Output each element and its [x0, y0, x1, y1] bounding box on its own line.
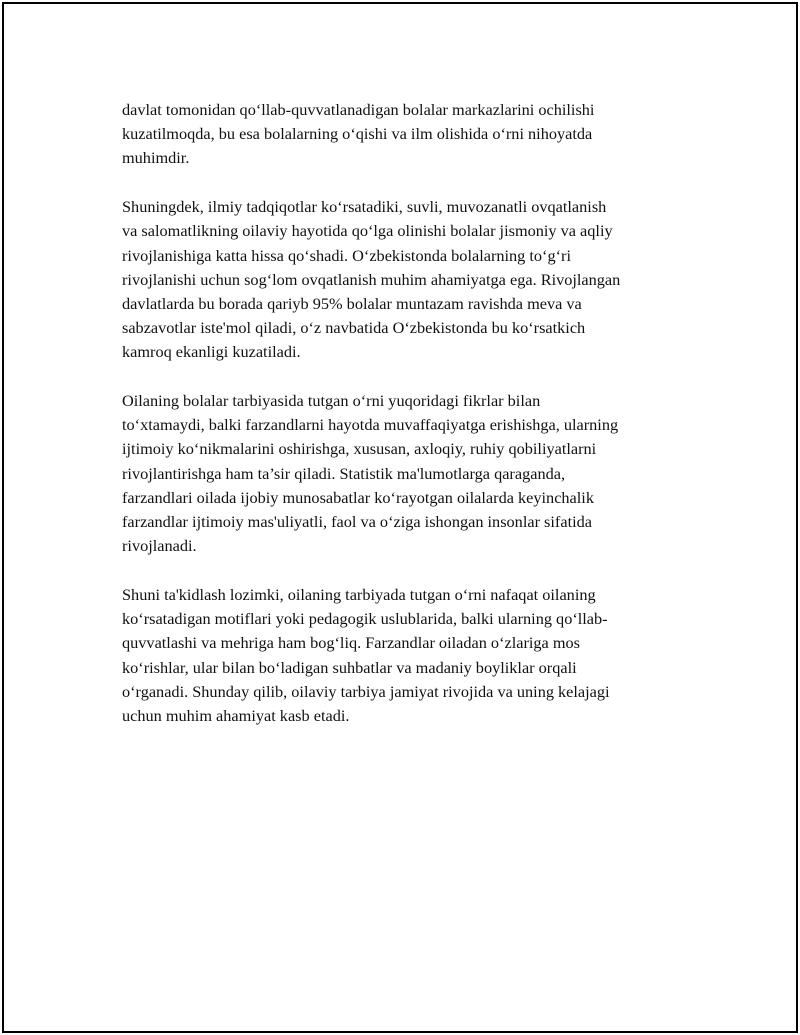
- document-body: [122, 98, 692, 753]
- paragraph: Oilaning bolalar tarbiyasida tutgan o‘rni yuqoridagi fikrlar bilan to‘xtamaydi, balki farzandlarni hayotda muvaffaqiyatga erishishga, ularning ijtimoiy ko‘nikmalarini oshirishga, xususan, axloqiy, ruhiy qobiliyatlarni rivojlantirishga ham ta’sir qiladi. Statistik ma'lumotlarga qaraganda, farzandlari oilada ijobiy munosabatlar ko‘rayotgan oilalarda keyinchalik farzandlar ijtimoiy mas'uliyatli, faol va o‘ziga ishongan insonlar sifatida rivojlanadi.: [122, 391, 619, 556]
- page-frame: [2, 2, 798, 1033]
- paragraph: Shuni ta'kidlash lozimki, oilaning tarbiyada tutgan o‘rni nafaqat oilaning ko‘rsatadigan motiflari yoki pedagogik uslublarida, balki ularning qo‘llab- quvvatlashi va mehriga ham bog‘liq. Farzandlar oiladan o‘zlariga mos ko‘rishlar, ular bilan bo‘ladigan suhbatlar va madaniy boyliklar orqali o‘rganadi. Shunday qilib, oilaviy tarbiya jamiyat rivojida va uning kelajagi uchun muhim ahamiyat kasb etadi.: [122, 584, 610, 725]
- paragraph: Shuningdek, ilmiy tadqiqotlar ko‘rsatadiki, suvli, muvozanatli ovqatlanish va salomatlikning oilaviy hayotida qo‘lga olinishi bolalar jismoniy va aqliy rivojlanishiga katta hissa qo‘shadi. O‘zbekistonda bolalarning to‘g‘ri rivojlanishi uchun sog‘lom ovqatlanish muhim ahamiyatga ega. Rivojlangan davlatlarda bu borada qariyb 95% bolalar muntazam ravishda meva va sabzavotlar iste'mol qiladi, o‘z navbatida O‘zbekistonda bu ko‘rsatkich kamroq ekanligi kuzatiladi.: [122, 197, 621, 362]
- paragraph: davlat tomonidan qo‘llab-quvvatlanadigan bolalar markazlarini ochilishi kuzatilmoqda, bu esa bolalarning o‘qishi va ilm olishida o‘rni nihoyatda muhimdir.: [122, 100, 595, 168]
